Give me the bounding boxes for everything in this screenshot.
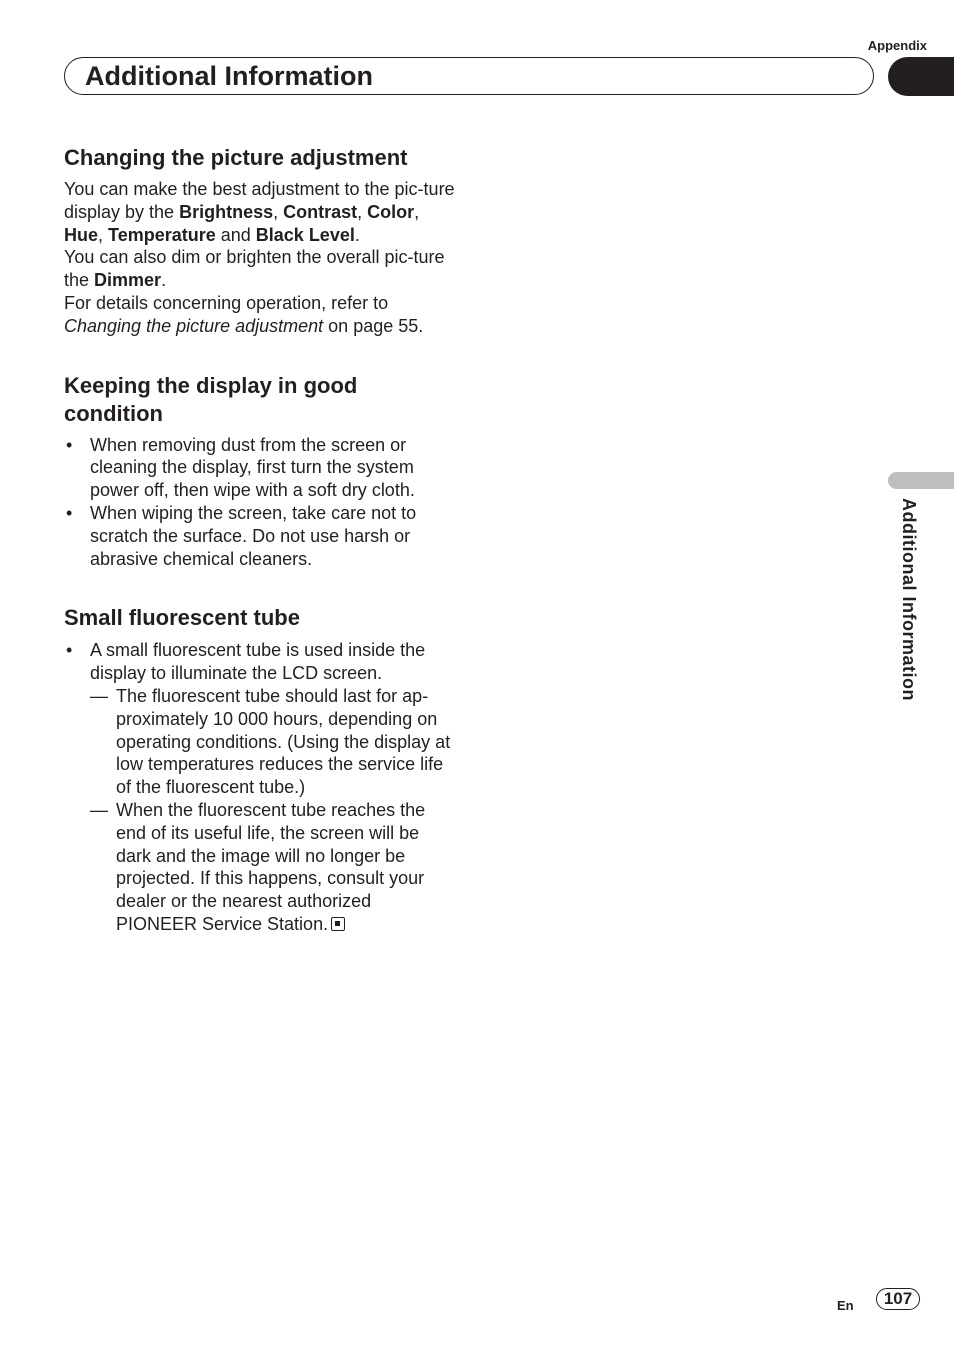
cross-reference: Changing the picture adjustment [64, 315, 324, 336]
tube-bullet-list [64, 639, 456, 935]
end-of-section-icon [331, 917, 345, 931]
heading-picture-adjustment: Changing the picture adjustment [64, 145, 408, 170]
section-title-pill [64, 57, 874, 95]
bullet-icon: • [66, 502, 73, 523]
section-picture-adjustment [64, 144, 456, 338]
side-tab-label: Additional Information [899, 498, 919, 701]
picture-paragraph-2: You can also dim or brighten the overall pic-ture the Dimmer. [64, 247, 445, 291]
list-item: • A small fluorescent tube is used inside the display to illuminate the LCD screen. — The fluorescent tube should last for ap-proximately 10 000 hours, depending on operating conditions. (Using the display at low temperatures reduces the service life of the fluorescent tube.) — When the fluorescent tube reaches the end of its useful life, the screen will be dark and the image will no longer be projected. If this happens, consult your dealer or the nearest authorized PIONEER Service Station. [64, 639, 456, 935]
picture-paragraph-3: For details concerning operation, refer to Changing the picture adjustment on page 55. [64, 292, 424, 336]
page-number: 107 [876, 1288, 920, 1310]
term-temperature: Temperature [108, 224, 216, 245]
term-black-level: Black Level [255, 224, 355, 245]
section-display-care [64, 372, 456, 571]
language-label: En [837, 1298, 854, 1313]
term-color: Color [367, 201, 415, 222]
list-item: • When removing dust from the screen or cleaning the display, first turn the system power off, then wipe with a soft dry cloth. [66, 434, 415, 501]
tube-dash-list [90, 685, 456, 936]
dash-icon: — [90, 685, 108, 706]
bullet-icon: • [66, 434, 73, 455]
side-tab-marker [888, 472, 954, 489]
term-hue: Hue [64, 224, 99, 245]
heading-fluorescent-tube: Small fluorescent tube [64, 605, 300, 631]
appendix-label: Appendix [867, 38, 927, 53]
list-item: — When the fluorescent tube reaches the end of its useful life, the screen will be dark and the image will no longer be projected. If this happens, consult your dealer or the nearest authorized PIONEER Service Station. [90, 799, 426, 934]
term-contrast: Contrast [283, 201, 358, 222]
display-bullet-list [64, 434, 456, 571]
main-column [64, 138, 456, 936]
dash-icon: — [90, 799, 108, 820]
bullet-icon: • [66, 640, 73, 661]
page-title: Additional Information [85, 61, 373, 91]
list-item: — The fluorescent tube should last for ap-proximately 10 000 hours, depending on operating conditions. (Using the display at low temperatures reduces the service life of the fluorescent tube.) [90, 685, 451, 798]
term-brightness: Brightness [179, 201, 274, 222]
black-tab-marker [888, 57, 954, 96]
term-dimmer: Dimmer [94, 270, 162, 291]
section-fluorescent-tube [64, 604, 456, 935]
heading-display-care: Keeping the display in good condition [64, 372, 358, 426]
list-item: • When wiping the screen, take care not to scratch the surface. Do not use harsh or abrasive chemical cleaners. [66, 502, 417, 569]
picture-paragraph-1: You can make the best adjustment to the pic-ture display by the Brightness, Contrast, Color, Hue, Temperature and Black Level. [64, 179, 455, 245]
